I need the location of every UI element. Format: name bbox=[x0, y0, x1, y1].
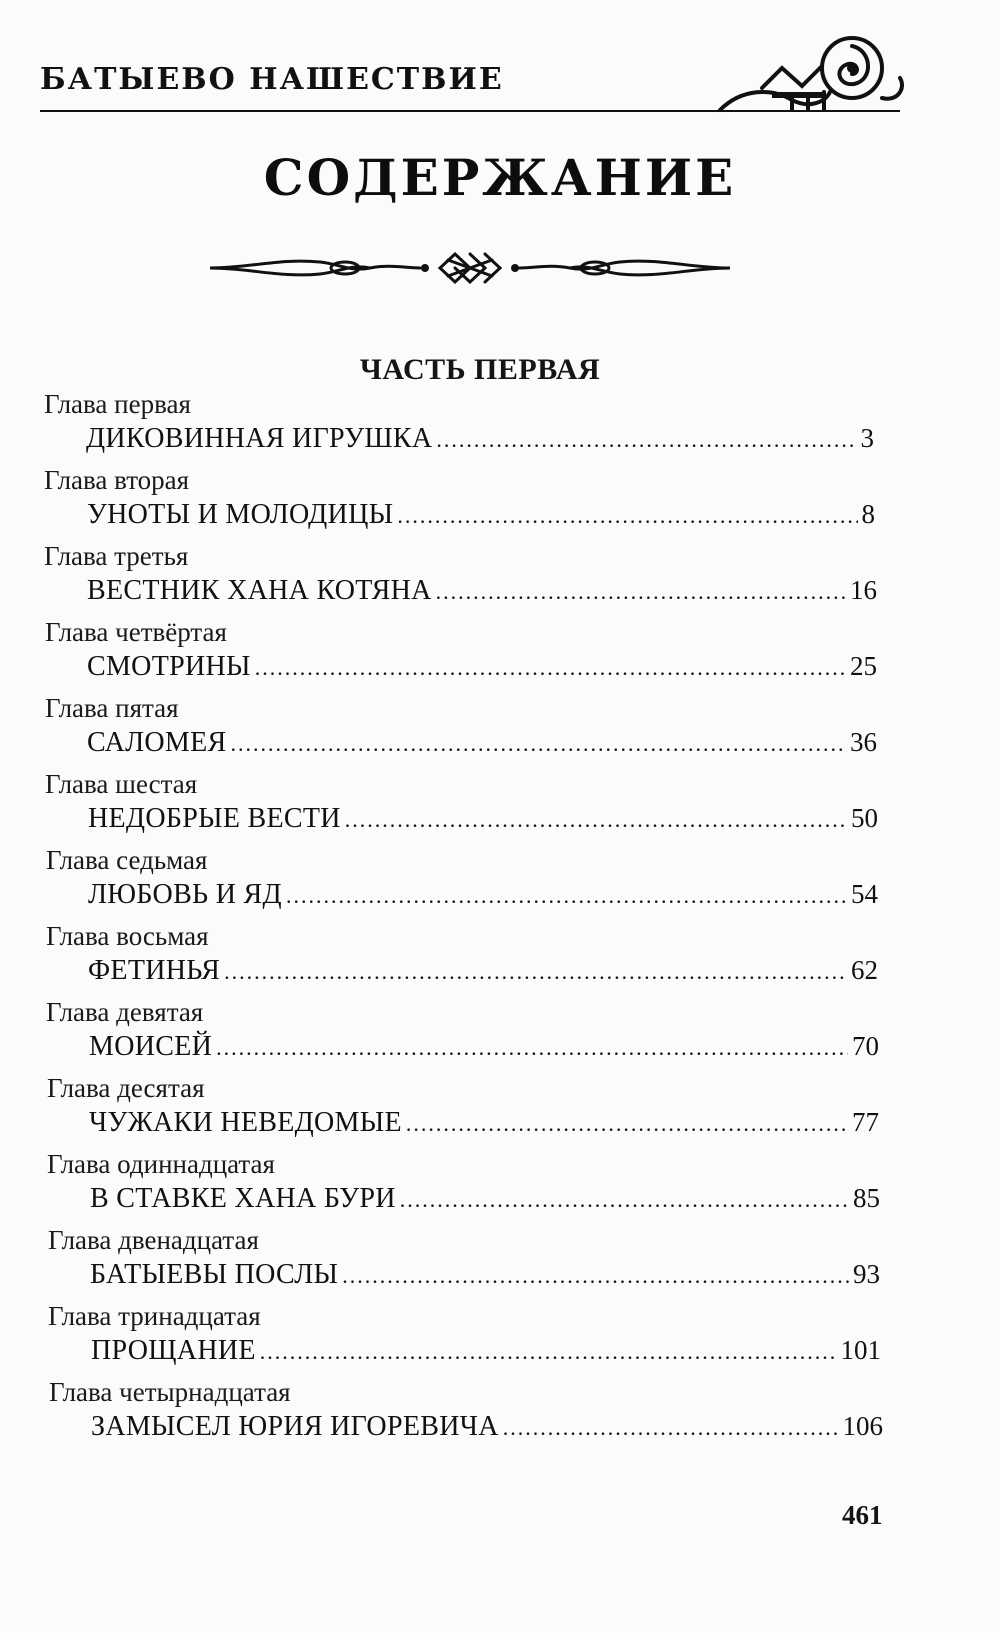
toc-entry bbox=[0, 465, 1000, 544]
toc-title-line bbox=[87, 575, 877, 615]
chapter-page: 25 bbox=[850, 651, 877, 681]
chapter-label: Глава восьмая bbox=[46, 921, 209, 951]
toc-entry bbox=[0, 1149, 1000, 1228]
dot-leader bbox=[286, 883, 847, 909]
dot-leader bbox=[260, 1339, 837, 1365]
chapter-page: 16 bbox=[850, 575, 877, 605]
dot-leader bbox=[224, 959, 847, 985]
toc-title-line bbox=[89, 1031, 879, 1071]
chapter-label: Глава вторая bbox=[44, 465, 190, 495]
chapter-page: 106 bbox=[842, 1411, 883, 1441]
toc-entry bbox=[0, 1377, 1000, 1456]
dot-leader bbox=[216, 1035, 848, 1061]
dot-leader bbox=[436, 427, 856, 453]
running-header: БАТЫЕВО НАШЕСТВИЕ bbox=[40, 62, 504, 97]
chapter-label: Глава одиннадцатая bbox=[47, 1149, 275, 1179]
dot-leader bbox=[503, 1415, 839, 1441]
chapter-title: ЗАМЫСЕЛ ЮРИЯ ИГОРЕВИЧА bbox=[91, 1411, 499, 1442]
dot-leader bbox=[231, 731, 847, 757]
toc-title-line bbox=[88, 879, 878, 919]
toc-entry bbox=[0, 389, 1000, 468]
chapter-title: В СТАВКЕ ХАНА БУРИ bbox=[90, 1183, 396, 1214]
chapter-label: Глава четвёртая bbox=[45, 617, 227, 647]
chapter-label: Глава шестая bbox=[45, 769, 198, 799]
chapter-page: 93 bbox=[853, 1259, 880, 1289]
page-title: СОДЕРЖАНИЕ bbox=[263, 148, 737, 207]
chapter-title: САЛОМЕЯ bbox=[87, 727, 227, 758]
toc-entry bbox=[0, 921, 1000, 1000]
chapter-title: УНОТЫ И МОЛОДИЦЫ bbox=[87, 499, 394, 530]
toc-title-line bbox=[91, 1411, 883, 1451]
toc-entry bbox=[0, 997, 1000, 1076]
chapter-page: 85 bbox=[853, 1183, 880, 1213]
chapter-page: 54 bbox=[851, 879, 878, 909]
chapter-label: Глава третья bbox=[44, 541, 189, 571]
dot-leader bbox=[345, 807, 847, 833]
chapter-title: ДИКОВИННАЯ ИГРУШКА bbox=[86, 423, 433, 454]
chapter-label: Глава седьмая bbox=[46, 845, 208, 875]
part-heading: ЧАСТЬ ПЕРВАЯ bbox=[359, 353, 601, 386]
chapter-page: 70 bbox=[852, 1031, 879, 1061]
toc-title-line bbox=[89, 1107, 879, 1147]
chapter-page: 77 bbox=[852, 1107, 879, 1137]
toc-title-line bbox=[88, 803, 878, 843]
chapter-page: 3 bbox=[860, 423, 874, 453]
toc-entry bbox=[0, 1301, 1000, 1380]
chapter-title: ВЕСТНИК ХАНА КОТЯНА bbox=[87, 575, 432, 606]
toc-entry bbox=[0, 769, 1000, 848]
chapter-title: МОИСЕЙ bbox=[89, 1031, 213, 1062]
chapter-page: 8 bbox=[861, 499, 875, 529]
toc-entry bbox=[0, 1225, 1000, 1304]
toc-title-line bbox=[87, 727, 877, 767]
chapter-page: 62 bbox=[851, 955, 878, 985]
toc-title-line bbox=[87, 499, 875, 539]
chapter-label: Глава десятая bbox=[47, 1073, 205, 1103]
toc-title-line bbox=[90, 1259, 880, 1299]
toc-entry bbox=[0, 693, 1000, 772]
toc-title-line bbox=[88, 955, 878, 995]
chapter-title: ЧУЖАКИ НЕВЕДОМЫЕ bbox=[89, 1107, 402, 1138]
dot-leader bbox=[400, 1187, 849, 1213]
dot-leader bbox=[436, 579, 846, 605]
toc-title-line bbox=[90, 1183, 880, 1223]
chapter-title: БАТЫЕВЫ ПОСЛЫ bbox=[90, 1259, 339, 1290]
chapter-label: Глава первая bbox=[44, 389, 191, 419]
chapter-title: ЛЮБОВЬ И ЯД bbox=[88, 879, 282, 910]
chapter-label: Глава двенадцатая bbox=[48, 1225, 259, 1255]
dot-leader bbox=[342, 1263, 849, 1289]
page-number: 461 bbox=[842, 1500, 883, 1530]
toc-entry bbox=[0, 617, 1000, 696]
chapter-label: Глава пятая bbox=[45, 693, 179, 723]
dot-leader bbox=[255, 655, 846, 681]
dot-leader bbox=[397, 503, 857, 529]
toc-entry bbox=[0, 541, 1000, 620]
chapter-title: НЕДОБРЫЕ ВЕСТИ bbox=[88, 803, 341, 834]
chapter-page: 36 bbox=[850, 727, 877, 757]
chapter-label: Глава тринадцатая bbox=[48, 1301, 261, 1331]
toc-title-line bbox=[91, 1335, 881, 1375]
chapter-page: 50 bbox=[851, 803, 878, 833]
toc-title-line bbox=[86, 423, 874, 463]
chapter-title: СМОТРИНЫ bbox=[87, 651, 251, 682]
toc-title-line bbox=[87, 651, 877, 691]
chapter-label: Глава четырнадцатая bbox=[49, 1377, 291, 1407]
chapter-page: 101 bbox=[840, 1335, 881, 1365]
toc-entry bbox=[0, 1073, 1000, 1152]
dot-leader bbox=[406, 1111, 848, 1137]
chapter-title: ФЕТИНЬЯ bbox=[88, 955, 221, 986]
chapter-label: Глава девятая bbox=[46, 997, 204, 1027]
toc-entry bbox=[0, 845, 1000, 924]
chapter-title: ПРОЩАНИЕ bbox=[91, 1335, 256, 1366]
